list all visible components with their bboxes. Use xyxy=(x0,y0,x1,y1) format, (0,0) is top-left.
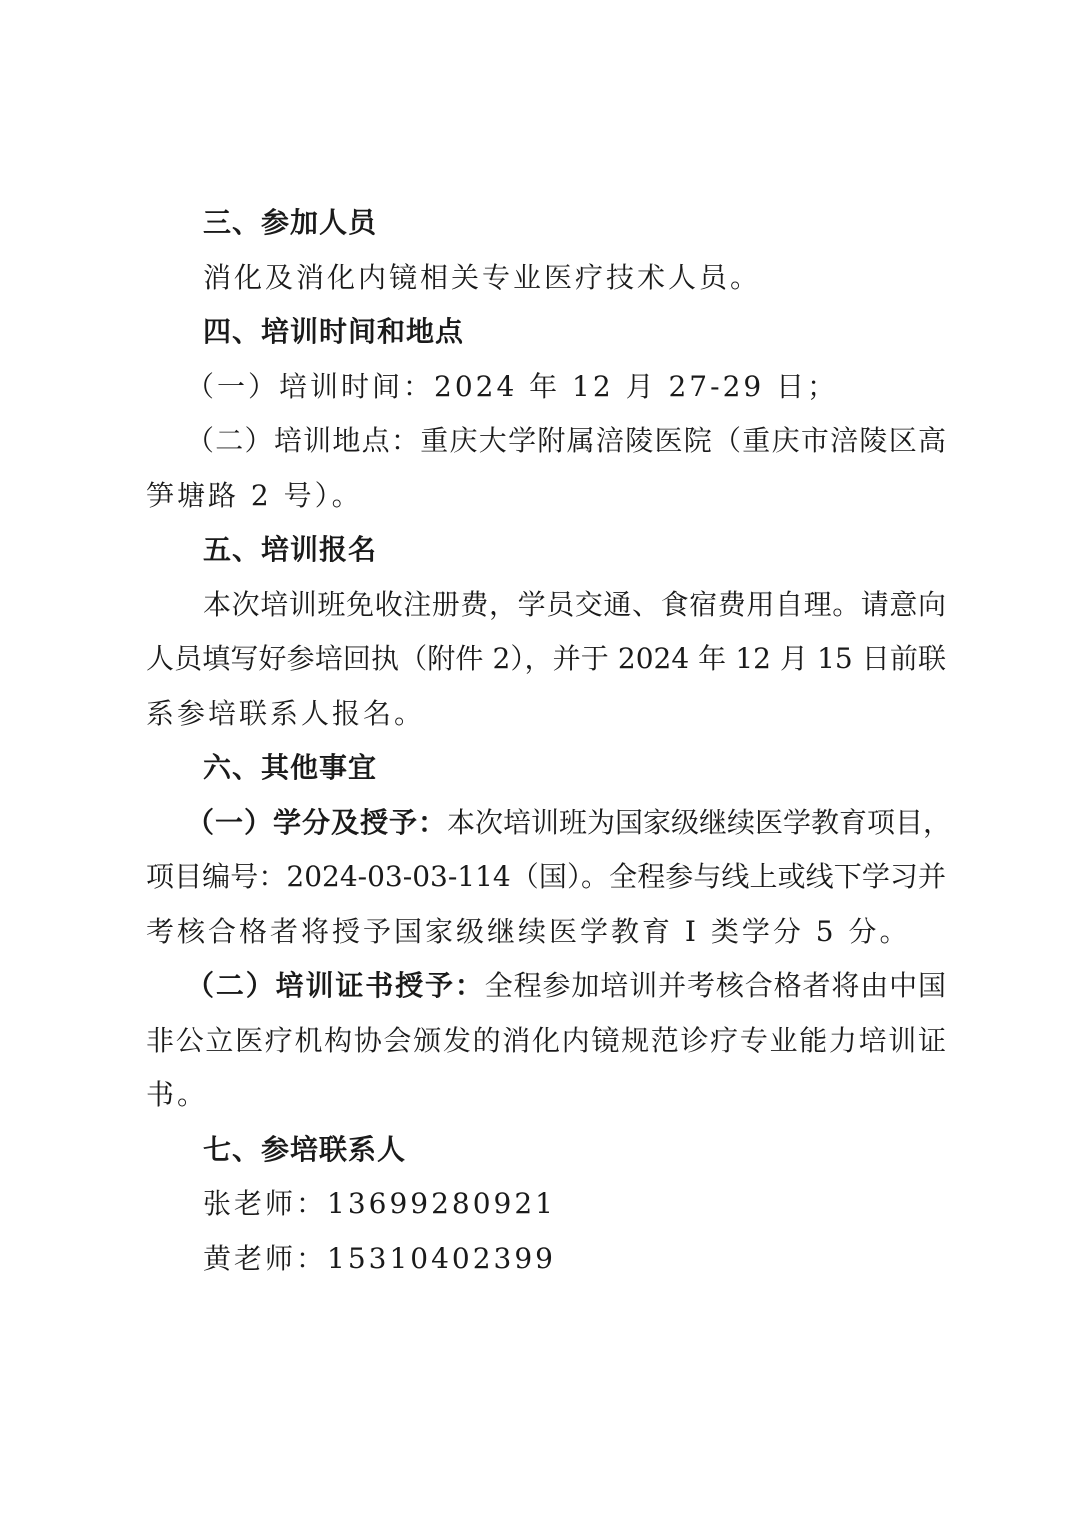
certificate-line-1 xyxy=(146,959,946,1014)
certificate-lead: （二）培训证书授予： xyxy=(186,969,485,1002)
credit-line-2: 项目编号：2024-03-03-114（国）。全程参与线上或线下学习并 xyxy=(146,860,946,893)
document-page xyxy=(146,196,952,1286)
section-heading-other-matters: 六、其他事宜 xyxy=(203,751,378,784)
certificate-line-2: 非公立医疗机构协会颁发的消化内镜规范诊疗专业能力培训证 xyxy=(146,1023,946,1057)
training-time-text: （一）培训时间：2024 年 12 月 27-29 日； xyxy=(186,369,839,403)
participants-text: 消化及消化内镜相关专业医疗技术人员。 xyxy=(203,260,762,294)
credit-lead: （一）学分及授予： xyxy=(186,805,448,839)
certificate-line-3: 书。 xyxy=(146,1078,209,1111)
section-heading-participants: 三、参加人员 xyxy=(203,206,378,239)
section-heading-registration: 五、培训报名 xyxy=(203,533,378,566)
contact-zhang: 张老师：13699280921 xyxy=(203,1187,556,1220)
registration-line-2: 人员填写好参培回执（附件 2），并于 2024 年 12 月 15 日前联 xyxy=(146,642,946,675)
training-place-line-2: 笋塘路 2 号）。 xyxy=(146,478,363,512)
section-heading-contacts: 七、参培联系人 xyxy=(203,1132,407,1166)
contact-huang: 黄老师：15310402399 xyxy=(203,1241,556,1275)
credit-text: 本次培训班为国家级继续医学教育项目， xyxy=(447,805,952,839)
registration-line-3: 系参培联系人报名。 xyxy=(146,696,426,730)
section-heading-time-place: 四、培训时间和地点 xyxy=(203,315,465,348)
credit-line-3: 考核合格者将授予国家级继续医学教育 I 类学分 5 分。 xyxy=(146,914,911,948)
registration-line-1: 本次培训班免收注册费，学员交通、食宿费用自理。请意向 xyxy=(203,587,946,621)
certificate-text: 全程参加培训并考核合格者将由中国 xyxy=(484,969,946,1002)
credit-line-1 xyxy=(146,796,952,851)
training-place-line-1: （二）培训地点：重庆大学附属涪陵医院（重庆市涪陵区高 xyxy=(186,424,946,457)
